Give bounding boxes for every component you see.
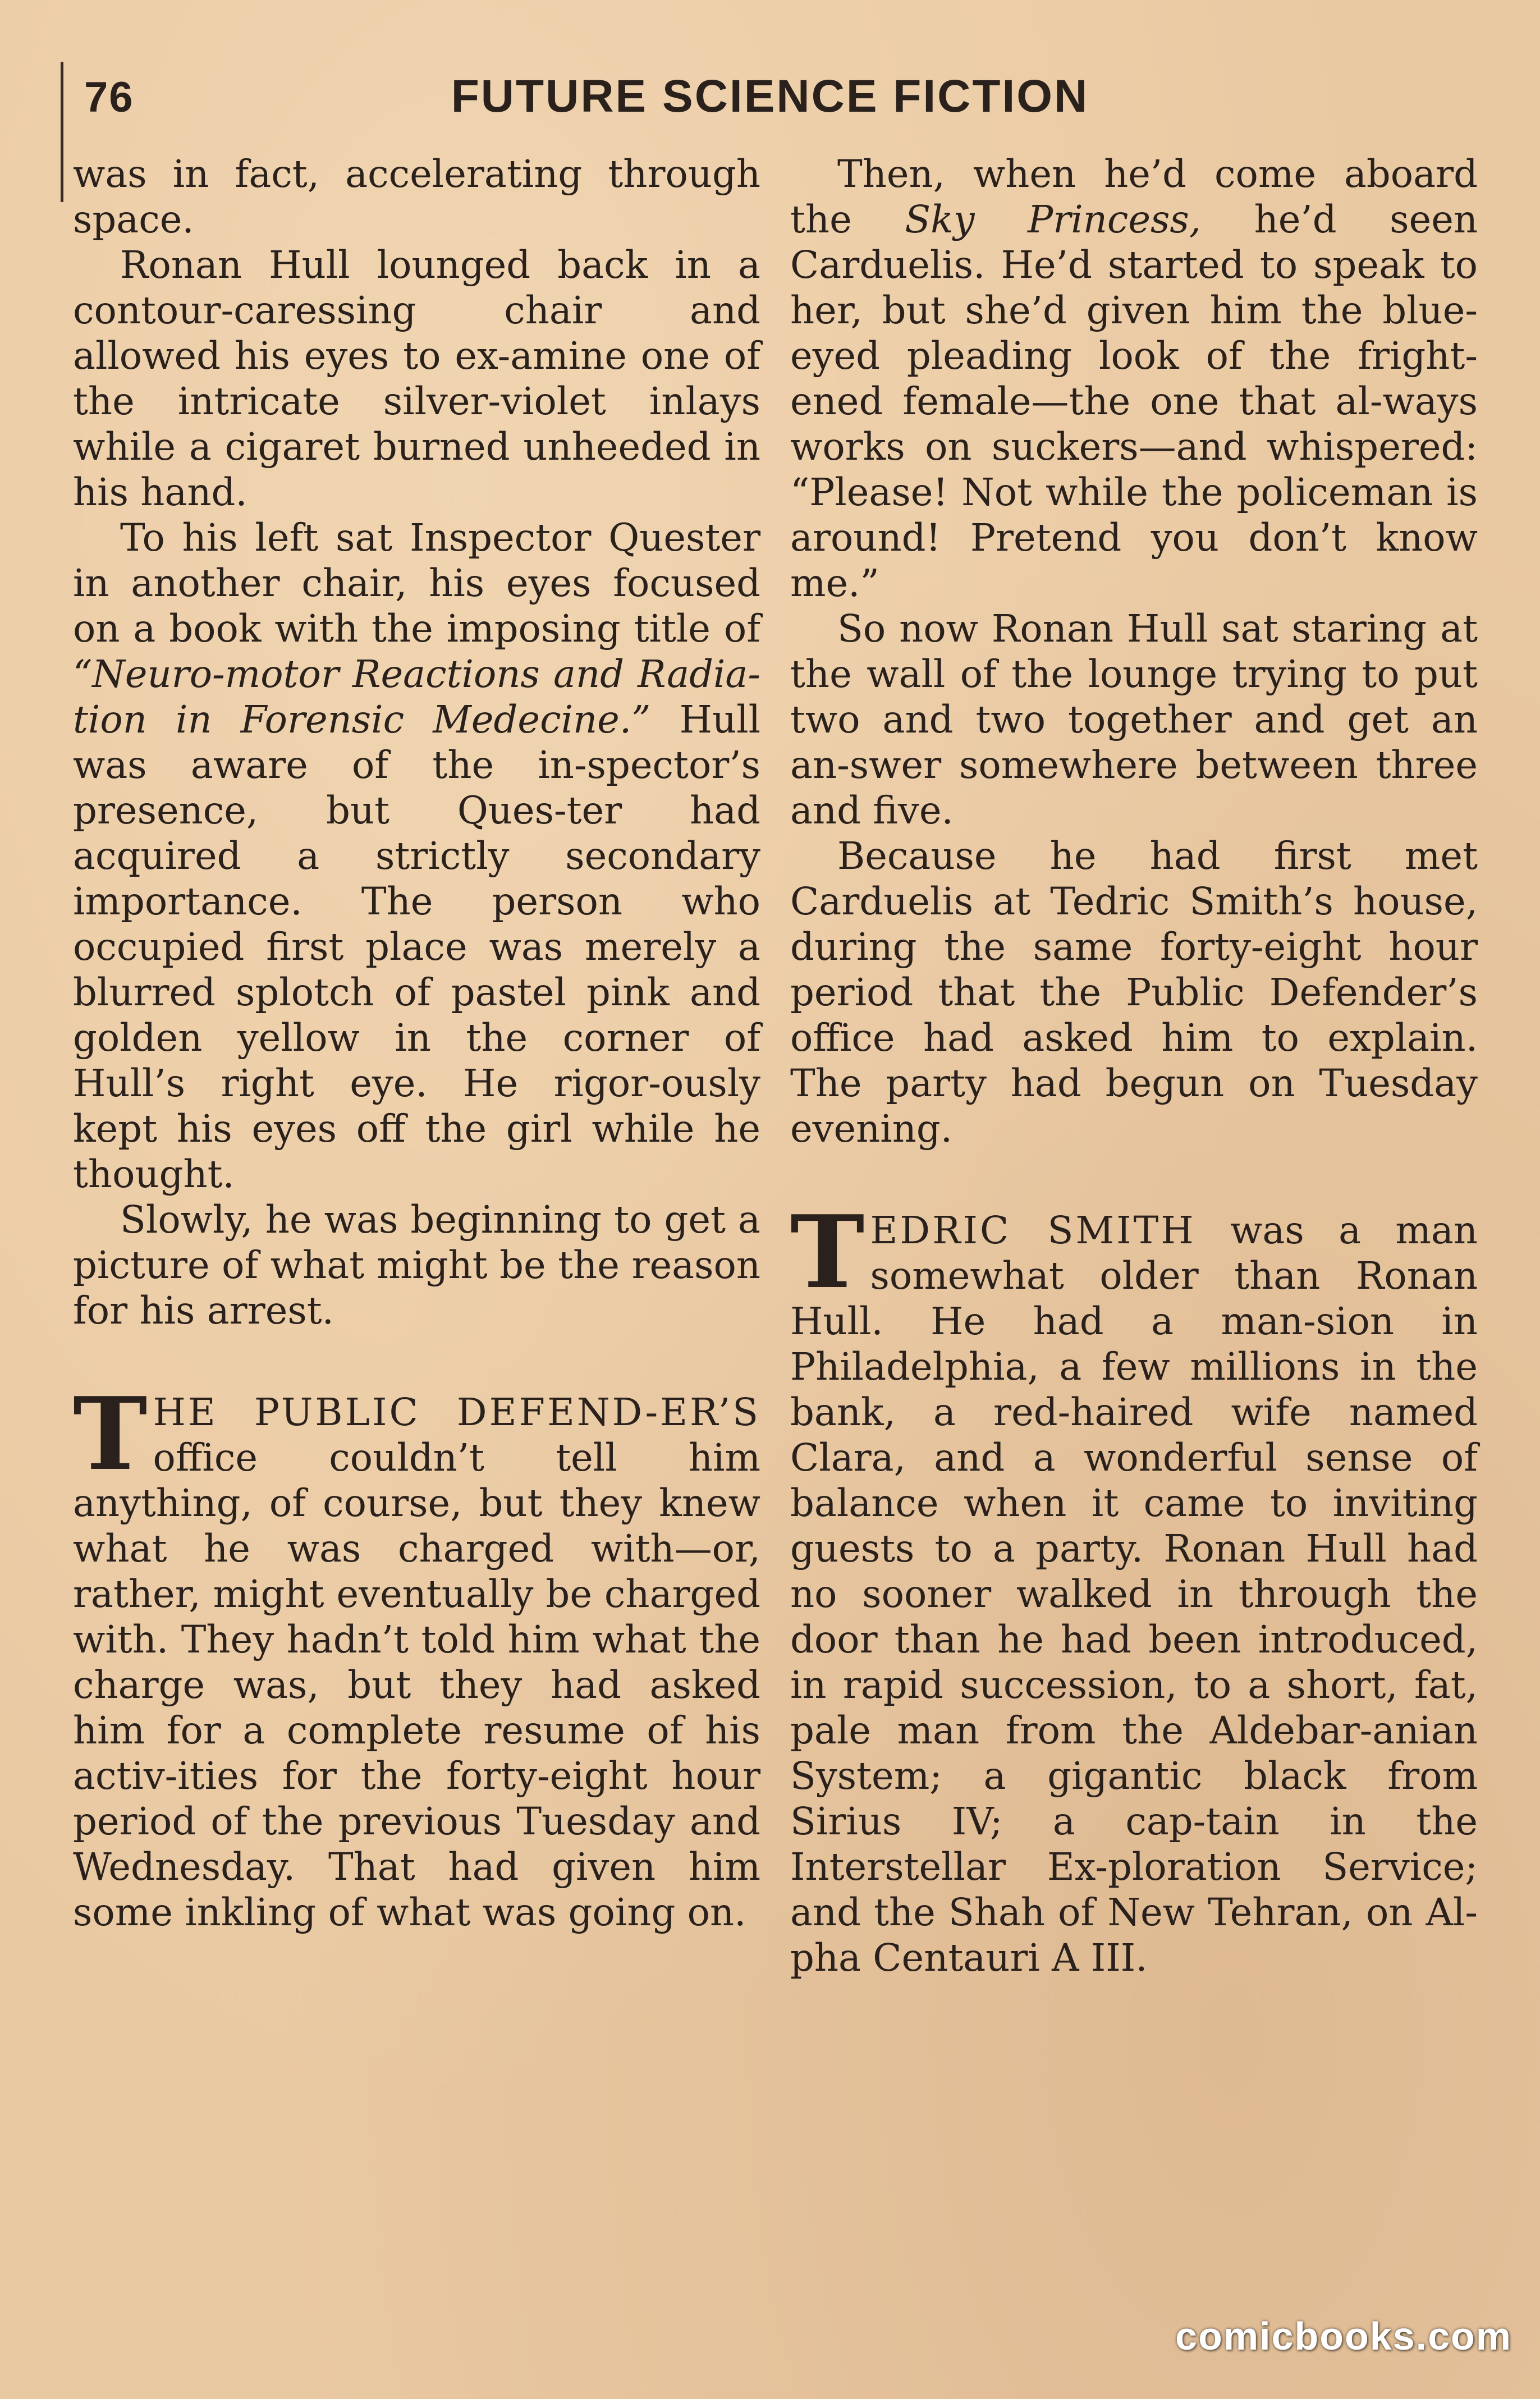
drop-cap: T bbox=[73, 1375, 148, 1492]
lead-in: EDRIC SMITH bbox=[870, 1208, 1196, 1252]
lead-in: HE PUBLIC DEFEND-ER’S bbox=[153, 1390, 760, 1434]
book-title: “Neuro-motor Reactions and Radia-tion in Forensic Medecine.” bbox=[73, 652, 760, 741]
paragraph bbox=[790, 152, 1478, 606]
paragraph-text: Hull was aware of the in-spector’s presence, but Ques-ter had acquired a strictly secondary importance. The person who occupied first place was merely a blurred splotch of pastel pink and golden yellow in the corner of Hull’s right eye. He rigor-ously kept his eyes off the girl while he thought. bbox=[73, 698, 761, 1196]
paragraph-text: To his left sat Inspector Quester in another chair, his eyes focused on a book with the imposing title of bbox=[73, 516, 760, 651]
ship-name: Sky Princess, bbox=[905, 198, 1202, 241]
paragraph-text: he’d seen Carduelis. He’d started to speak to her, but she’d given him the blue-eyed pleading look of the fright-ened female—the one that al-ways works on suckers—and whispered: “Please! Not while the policeman is around! Pretend you don’t know me.” bbox=[790, 198, 1478, 605]
left-column bbox=[73, 152, 760, 1935]
paragraph-text: office couldn’t tell him anything, of course, but they knew what he was charged with—or, rather, might eventually be charged with. They hadn’t told him what the charge was, but they had asked him for a complete resume of his activ-ities for the forty-eight hour period of the previous Tuesday and Wednesday. That had given him some inkling of what was going on. bbox=[73, 1436, 760, 1934]
paragraph-text: Then, when he’d come aboard the bbox=[790, 152, 1478, 241]
page-number: 76 bbox=[84, 74, 134, 121]
paragraph: Ronan Hull lounged back in a contour-caressing chair and allowed his eyes to ex-amine one of the intricate silver-violet inlays while a cigaret burned unheeded in his hand. bbox=[73, 243, 760, 514]
drop-cap: T bbox=[790, 1193, 865, 1311]
section-paragraph bbox=[73, 1375, 760, 1935]
section-paragraph bbox=[790, 1193, 1478, 1981]
running-title: FUTURE SCIENCE FICTION bbox=[451, 71, 1089, 122]
paragraph: Slowly, he was beginning to get a picture of what might be the reason for his arrest. bbox=[73, 1198, 760, 1333]
right-column bbox=[790, 152, 1478, 1981]
paragraph: Because he had first met Carduelis at Tedric Smith’s house, during the same forty-eight hour period that the Public Defender’s office had asked him to explain. The party had begun on Tuesday evening. bbox=[790, 834, 1478, 1151]
paragraph-text: was a man somewhat older than Ronan Hull. He had a man-sion in Philadelphia, a few millions in the bank, a red-haired wife named Clara, and a wonderful sense of balance when it came to inviting guests to a party. Ronan Hull had no sooner walked in through the door than he had been introduced, in rapid succession, to a short, fat, pale man from the Aldebar-anian System; a gigantic black from Sirius IV; a cap-tain in the Interstellar Ex-ploration Service; and the Shah of New Tehran, on Al-pha Centauri A III. bbox=[790, 1208, 1478, 1980]
paragraph bbox=[73, 515, 760, 1197]
watermark: comicbooks.com bbox=[1175, 2314, 1512, 2358]
paragraph: was in fact, accelerating through space. bbox=[73, 152, 760, 241]
paragraph: So now Ronan Hull sat staring at the wall of the lounge trying to put two and two together and get an an-swer somewhere between three and five. bbox=[790, 607, 1478, 832]
